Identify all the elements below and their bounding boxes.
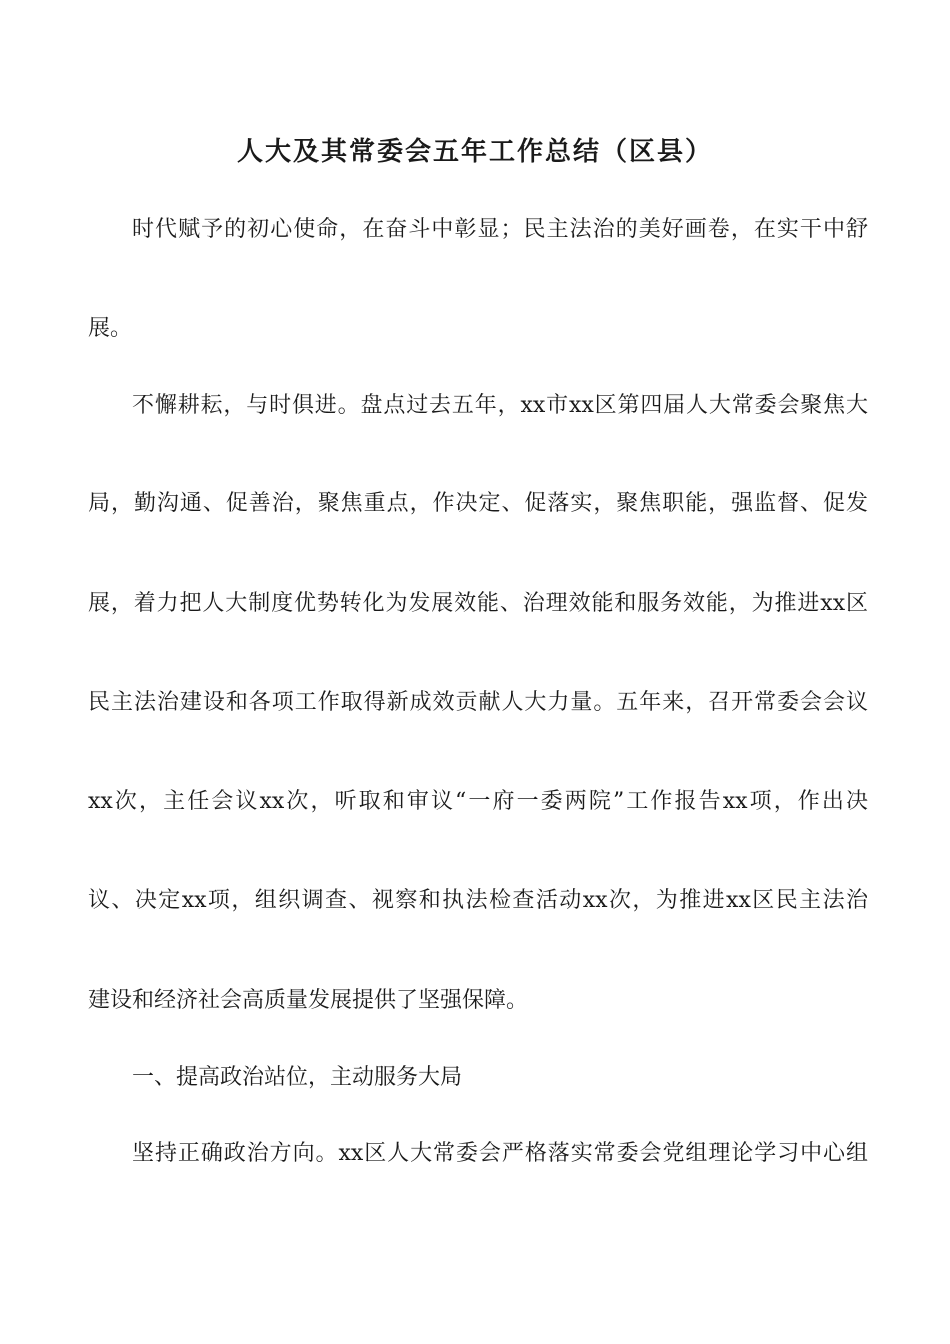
section-heading: 一、提高政治站位，主动服务大局 bbox=[132, 1065, 463, 1090]
document-title: 人大及其常委会五年工作总结（区县） bbox=[236, 137, 713, 167]
paragraph-line: 时代赋予的初心使命，在奋斗中彰显；民主法治的美好画卷，在实干中舒 bbox=[132, 217, 868, 242]
paragraph-line: 民主法治建设和各项工作取得新成效贡献人大力量。五年来，召开常委会会议 bbox=[88, 690, 868, 715]
paragraph-line: 议、决定xx项，组织调查、视察和执法检查活动xx次，为推进xx区民主法治 bbox=[88, 888, 868, 913]
paragraph-line: 展，着力把人大制度优势转化为发展效能、治理效能和服务效能，为推进xx区 bbox=[88, 591, 868, 616]
paragraph-line: 坚持正确政治方向。xx区人大常委会严格落实常委会党组理论学习中心组 bbox=[132, 1141, 868, 1166]
paragraph-line: 局，勤沟通、促善治，聚焦重点，作决定、促落实，聚焦职能，强监督、促发 bbox=[88, 491, 868, 516]
paragraph-line: 建设和经济社会高质量发展提供了坚强保障。 bbox=[88, 988, 529, 1013]
paragraph-line: 展。 bbox=[88, 316, 133, 341]
paragraph-line: xx次，主任会议xx次，听取和审议“一府一委两院”工作报告xx项，作出决 bbox=[88, 789, 868, 814]
paragraph-line: 不懈耕耘，与时俱进。盘点过去五年，xx市xx区第四届人大常委会聚焦大 bbox=[132, 393, 868, 418]
